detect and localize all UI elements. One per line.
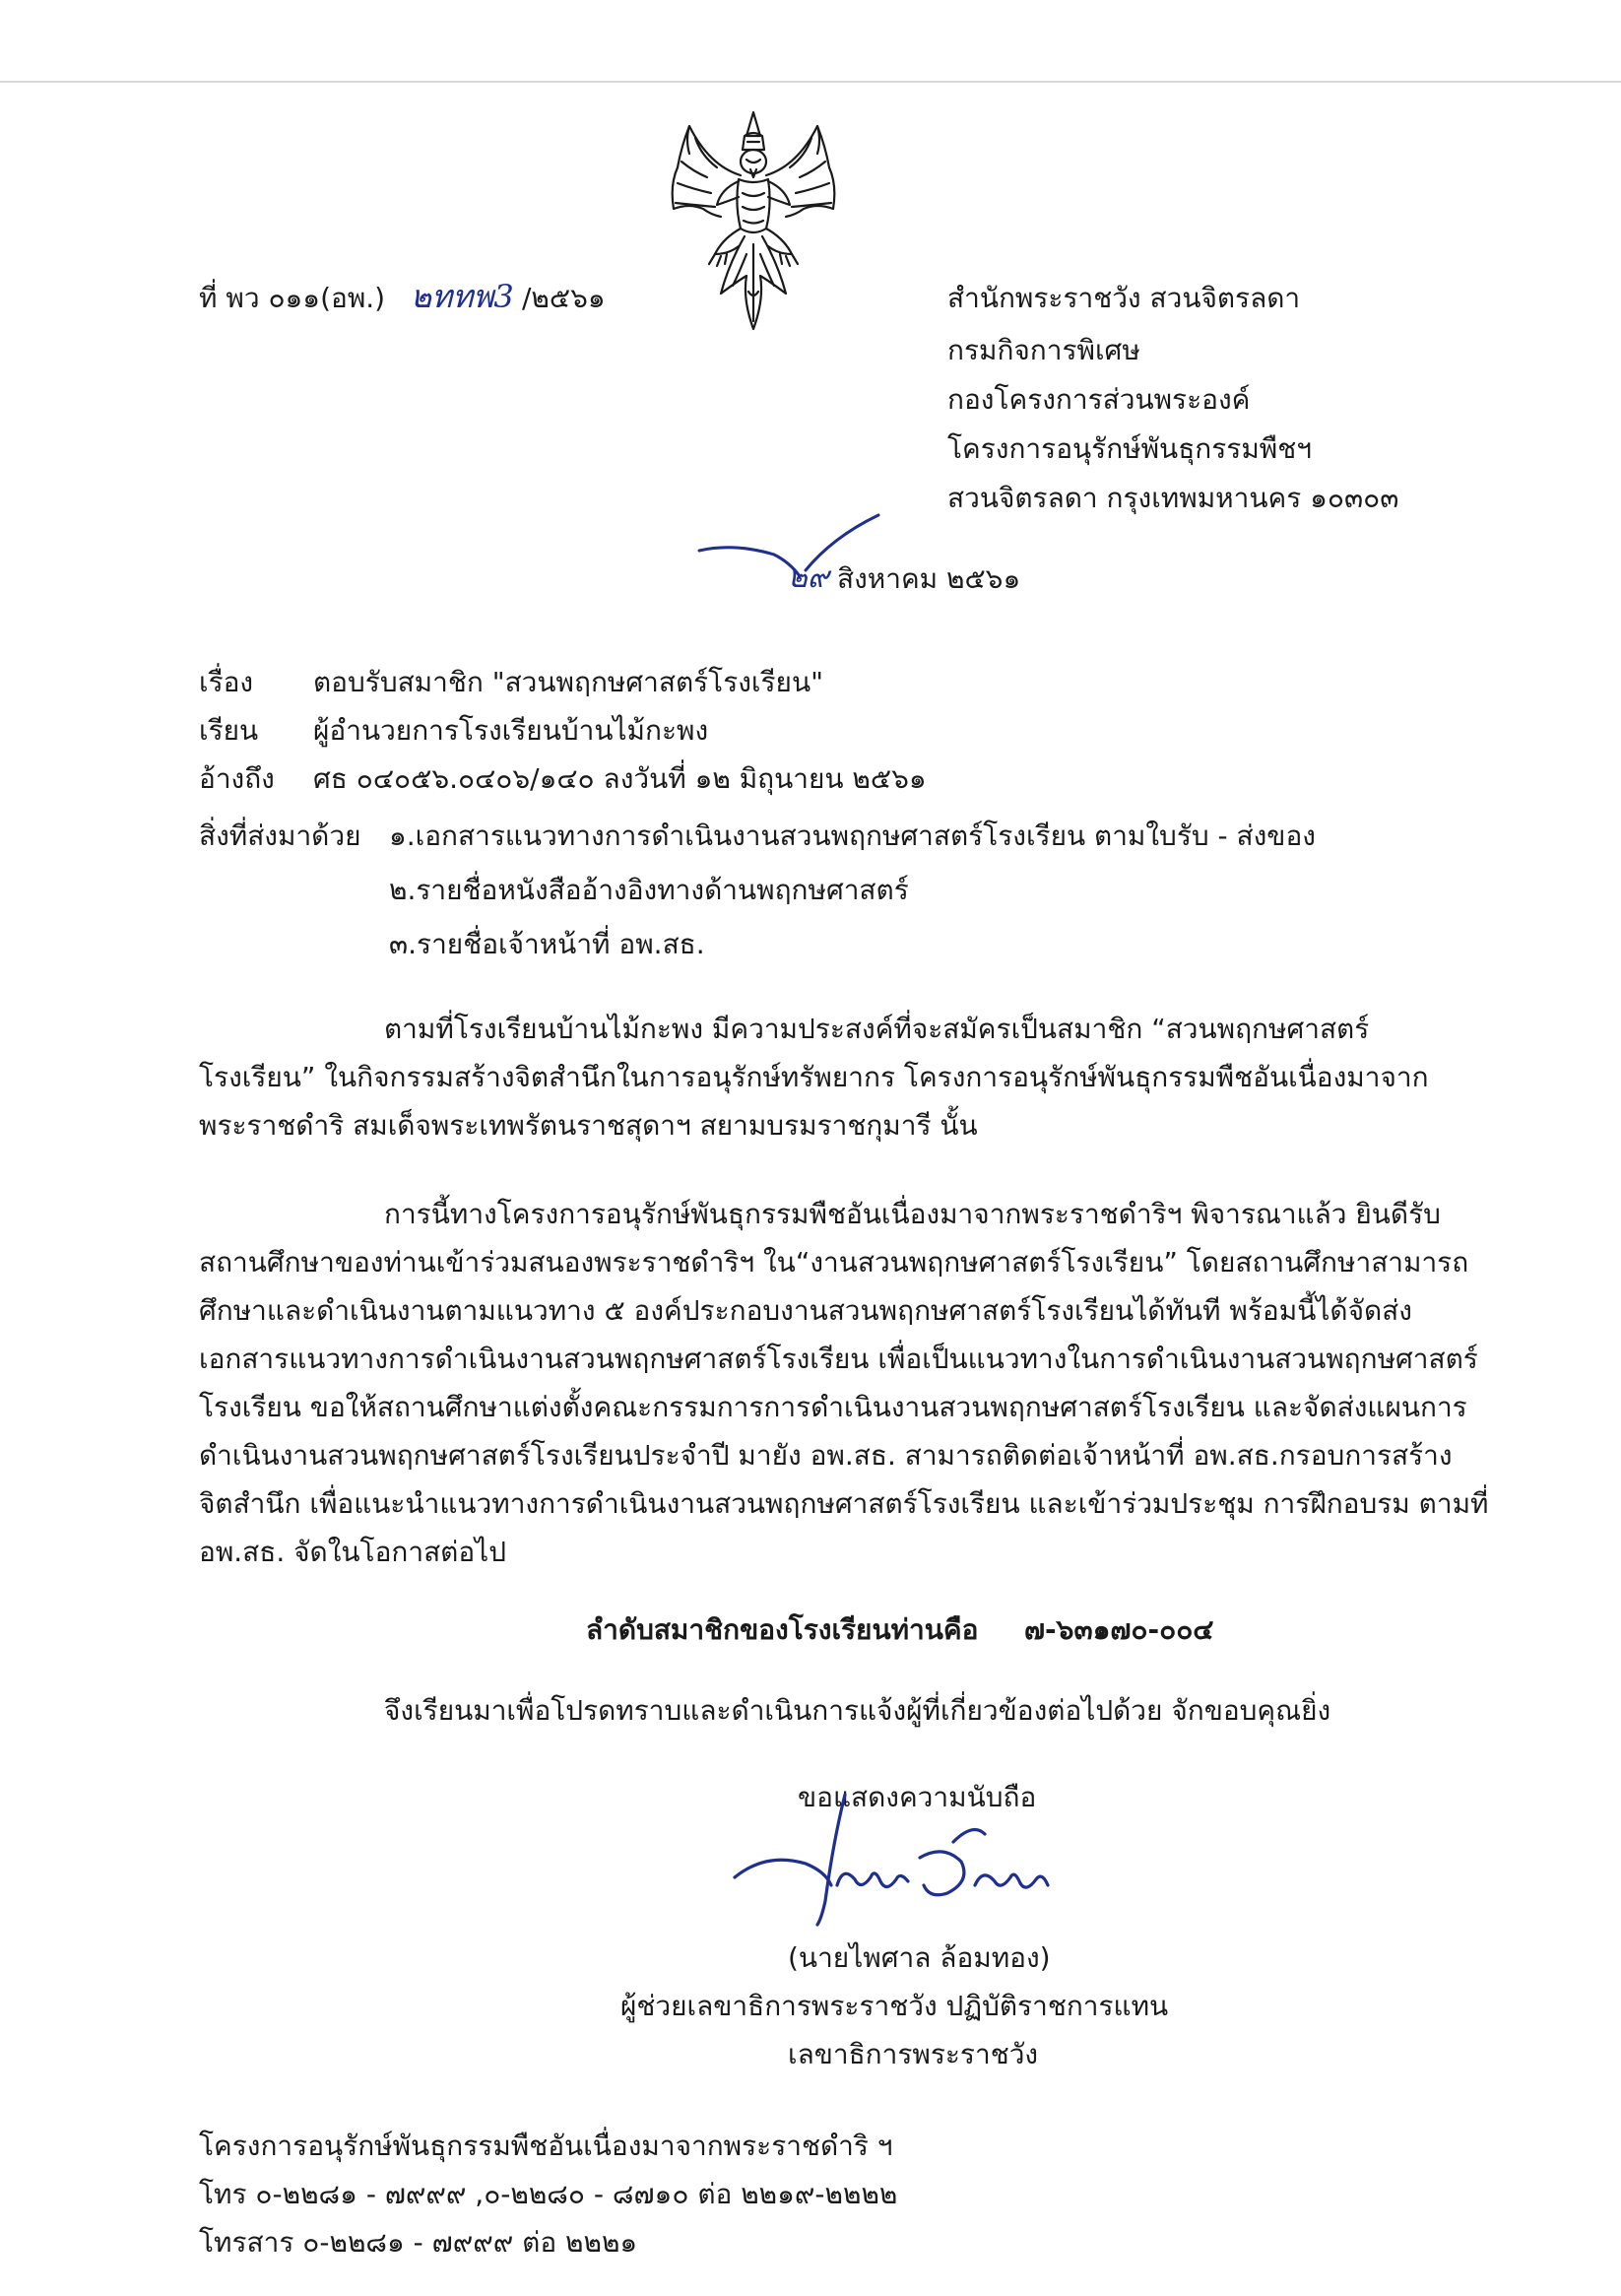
closing-request: จึงเรียนมาเพื่อโปรดทราบและดำเนินการแจ้งผู้ที่เกี่ยวข้องต่อไปด้วย จักขอบคุณยิ่ง: [384, 1694, 1331, 1727]
member-number: ๗-๖๓๑๗๐-๐๐๔: [1024, 1613, 1214, 1646]
paragraph-2-line-5: โรงเรียน ขอให้สถานศึกษาแต่งตั้งคณะกรรมการการดำเนินงานสวนพฤกษศาสตร์โรงเรียน และจัดส่งแผนการ: [199, 1391, 1467, 1423]
signatory-name: (นายไพศาล ล้อมทอง): [788, 1941, 1051, 1974]
sender-line-3: กองโครงการส่วนพระองค์: [947, 383, 1251, 416]
signatory-position-line-2: เลขาธิการพระราชวัง: [788, 2038, 1039, 2070]
reference-prefix: ที่ พว ๐๑๑(อพ.): [199, 282, 386, 314]
reference-label: อ้างถึง: [199, 762, 275, 795]
paragraph-2-line-3: ศึกษาและดำเนินงานตามแนวทาง ๕ องค์ประกอบงานสวนพฤกษศาสตร์โรงเรียนได้ทันที พร้อมนี้ได้จัดส่ง: [199, 1294, 1412, 1327]
paragraph-1-line-3: พระราชดำริ สมเด็จพระเทพรัตนราชสุดาฯ สยามบรมราชกุมารี นั้น: [199, 1109, 978, 1142]
enclosure-item-2: ๒.รายชื่อหนังสืออ้างอิงทางด้านพฤกษศาสตร์: [389, 874, 909, 906]
footer-fax: โทรสาร ๐-๒๒๘๑ - ๗๙๙๙ ต่อ ๒๒๒๑: [199, 2226, 638, 2259]
enclosure-item-1: ๑.เอกสารแนวทางการดำเนินงานสวนพฤกษศาสตร์โรงเรียน ตามใบรับ - ส่งของ: [389, 820, 1316, 852]
page-top-rule: [0, 81, 1621, 83]
reference-year: /๒๕๖๑: [522, 282, 606, 314]
paragraph-2-line-6: ดำเนินงานสวนพฤกษศาสตร์โรงเรียนประจำปี มายัง อพ.สธ. สามารถติดต่อเจ้าหน้าที่ อพ.สธ.กรอบการสร้าง: [199, 1439, 1453, 1472]
member-number-label: ลำดับสมาชิกของโรงเรียนท่านคือ: [586, 1613, 979, 1646]
reference-number-handwritten: ๒ททพ3: [411, 278, 514, 315]
paragraph-2-line-4: เอกสารแนวทางการดำเนินงานสวนพฤกษศาสตร์โรงเรียน เพื่อเป็นแนวทางในการดำเนินงานสวนพฤกษศาสตร์: [199, 1343, 1478, 1375]
paragraph-2-line-7: จิตสำนึก เพื่อแนะนำแนวทางการดำเนินงานสวนพฤกษศาสตร์โรงเรียน และเข้าร่วมประชุม การฝึกอบรม ตามที่: [199, 1487, 1489, 1520]
sender-line-2: กรมกิจการพิเศษ: [947, 334, 1140, 366]
date-month-year: สิงหาคม ๒๕๖๑: [837, 562, 1021, 595]
enclosures-label: สิ่งที่ส่งมาด้วย: [199, 820, 361, 852]
enclosure-item-3: ๓.รายชื่อเจ้าหน้าที่ อพ.สธ.: [389, 928, 705, 960]
handwritten-signature: [727, 1783, 1101, 1931]
date-day-handwritten: ๒๙: [788, 560, 829, 595]
paragraph-2-line-1: การนี้ทางโครงการอนุรักษ์พันธุกรรมพืชอันเนื่องมาจากพระราชดำริฯ พิจารณาแล้ว ยินดีรับ: [384, 1198, 1441, 1230]
sender-line-5: สวนจิตรลดา กรุงเทพมหานคร ๑๐๓๐๓: [947, 482, 1399, 514]
footer-project: โครงการอนุรักษ์พันธุกรรมพืชอันเนื่องมาจากพระราชดำริ ฯ: [199, 2130, 893, 2162]
garuda-emblem-icon: [660, 106, 847, 338]
subject-label: เรื่อง: [199, 666, 254, 698]
complimentary-close: ขอแสดงความนับถือ: [798, 1781, 1037, 1813]
paragraph-1-line-2: โรงเรียน” ในกิจกรรมสร้างจิตสำนึกในการอนุรักษ์ทรัพยากร โครงการอนุรักษ์พันธุกรรมพืชอันเนื่องมาจาก: [199, 1061, 1429, 1093]
reference-value: ศธ ๐๔๐๕๖.๐๔๐๖/๑๔๐ ลงวันที่ ๑๒ มิถุนายน ๒๕๖๑: [313, 762, 927, 795]
paragraph-2-line-2: สถานศึกษาของท่านเข้าร่วมสนองพระราชดำริฯ ใน“งานสวนพฤกษศาสตร์โรงเรียน” โดยสถานศึกษาสามารถ: [199, 1246, 1469, 1279]
signatory-position-line-1: ผู้ช่วยเลขาธิการพระราชวัง ปฏิบัติราชการแทน: [620, 1990, 1169, 2022]
footer-phone: โทร ๐-๒๒๘๑ - ๗๙๙๙ ,๐-๒๒๘๐ - ๘๗๑๐ ต่อ ๒๒๑๙-๒๒๒๒: [199, 2178, 898, 2210]
to-value: ผู้อำนวยการโรงเรียนบ้านไม้กะพง: [313, 714, 709, 747]
to-label: เรียน: [199, 714, 259, 747]
paragraph-2-line-8: อพ.สธ. จัดในโอกาสต่อไป: [199, 1536, 507, 1568]
subject-value: ตอบรับสมาชิก "สวนพฤกษศาสตร์โรงเรียน": [313, 666, 823, 698]
paragraph-1-line-1: ตามที่โรงเรียนบ้านไม้กะพง มีความประสงค์ที่จะสมัครเป็นสมาชิก “สวนพฤกษศาสตร์: [384, 1013, 1370, 1045]
sender-line-4: โครงการอนุรักษ์พันธุกรรมพืชฯ: [947, 432, 1312, 465]
sender-line-1: สำนักพระราชวัง สวนจิตรลดา: [947, 282, 1301, 314]
